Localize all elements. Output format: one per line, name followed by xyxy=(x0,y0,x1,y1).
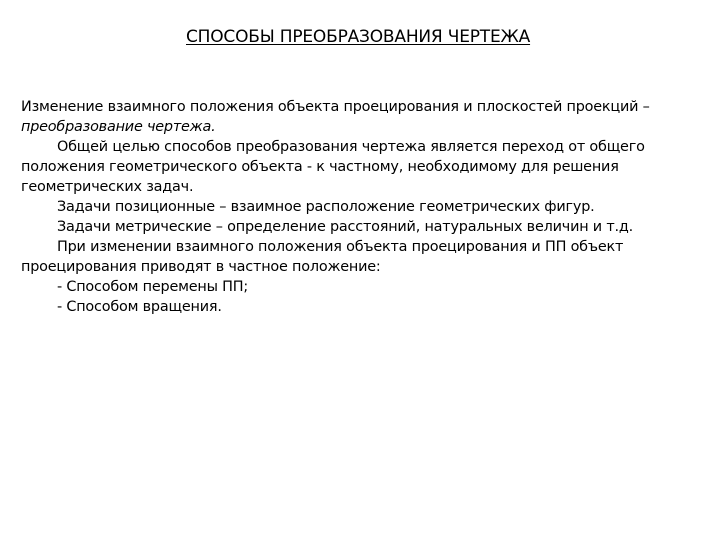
method-item-rotation: - Способом вращения. xyxy=(57,299,222,315)
paragraph-line-4: положения геометрического объекта - к частному, необходимому для решения xyxy=(21,159,619,175)
paragraph-line-5: геометрических задач. xyxy=(21,179,194,195)
metric-tasks-line: Задачи метрические – определение расстояний, натуральных величин и т.д. xyxy=(57,219,634,235)
method-item-plane-change: - Способом перемены ПП; xyxy=(57,279,249,295)
positional-tasks-line: Задачи позиционные – взаимное расположение геометрических фигур. xyxy=(57,199,595,215)
paragraph-line-1: Изменение взаимного положения объекта проецирования и плоскостей проекций – xyxy=(21,99,650,115)
term-definition-line: преобразование чертежа. xyxy=(21,119,216,135)
paragraph-line-8: При изменении взаимного положения объекта проецирования и ПП объект xyxy=(57,239,624,255)
slide-title: СПОСОБЫ ПРЕОБРАЗОВАНИЯ ЧЕРТЕЖА xyxy=(186,27,531,47)
slide-body xyxy=(21,97,701,317)
paragraph-line-3: Общей целью способов преобразования чертежа является переход от общего xyxy=(57,139,645,155)
paragraph-line-9: проецирования приводят в частное положение: xyxy=(21,259,381,275)
